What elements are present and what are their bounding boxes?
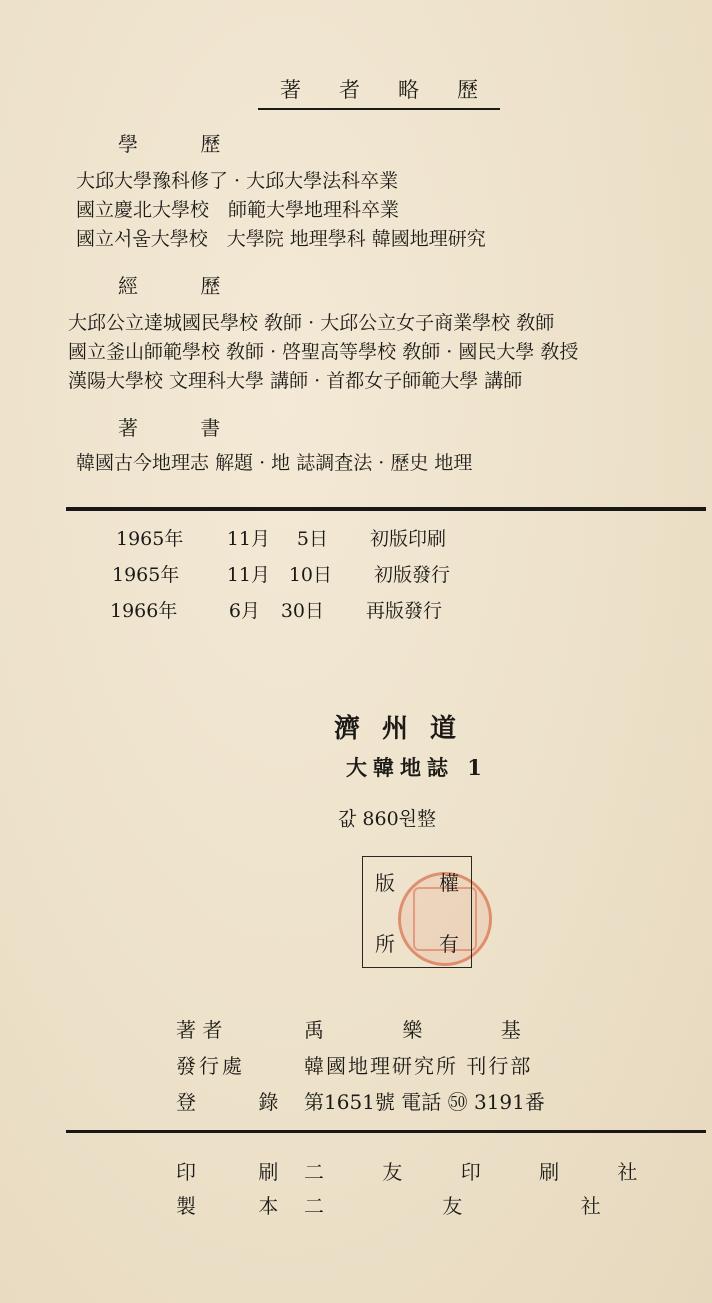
career-line: 大邱公立達城國民學校 敎師 · 大邱公立女子商業學校 敎師 xyxy=(68,312,555,334)
education-line: 大邱大學豫科修了 · 大邱大學法科卒業 xyxy=(76,170,399,192)
date-year: 1966年 xyxy=(110,600,178,622)
registration-info: 第1651號 電話 ㊿ 3191番 xyxy=(304,1090,545,1114)
binder-label: 製 本 xyxy=(176,1194,307,1218)
date-row xyxy=(116,524,446,551)
copyright-char: 所 xyxy=(375,932,395,956)
career-heading: 經 歷 xyxy=(118,274,249,298)
printer-name: 二 友 印 刷 社 xyxy=(304,1160,664,1184)
copyright-char: 有 xyxy=(439,932,459,956)
author-name: 禹 樂 基 xyxy=(304,1018,557,1042)
education-line: 國立서울大學校 大學院 地理學科 韓國地理研究 xyxy=(76,228,486,250)
date-year: 1965年 xyxy=(116,528,184,550)
book-price: 값 860원整 xyxy=(338,808,437,830)
header-char: 歷 xyxy=(457,78,478,102)
imprint-label xyxy=(176,1014,272,1043)
career-line: 國立釜山師範學校 敎師 · 啓聖高等學校 敎師 · 國民大學 敎授 xyxy=(68,341,579,363)
education-heading: 學 歷 xyxy=(118,132,249,156)
date-event: 初版發行 xyxy=(374,564,451,586)
book-title: 濟州道 xyxy=(334,714,479,744)
header-char: 著 xyxy=(280,78,301,102)
date-day: 30日 xyxy=(280,600,324,622)
divider-rule xyxy=(66,507,706,511)
date-day: 10日 xyxy=(288,564,332,586)
date-row xyxy=(110,596,442,623)
binder-name: 二 友 社 xyxy=(304,1194,657,1218)
imprint-label: 發行處 xyxy=(176,1054,245,1078)
imprint-label: 登 錄 xyxy=(176,1090,307,1114)
date-month: 11月 xyxy=(226,564,270,586)
date-event: 再版發行 xyxy=(366,600,443,622)
copyright-char: 權 xyxy=(439,871,459,895)
divider-rule xyxy=(66,1130,706,1133)
date-year: 1965年 xyxy=(112,564,180,586)
works-heading: 著 書 xyxy=(118,416,249,440)
works-line: 韓國古今地理志 解題 · 地 誌調査法 · 歷史 地理 xyxy=(76,452,473,474)
header-char: 者 xyxy=(339,78,360,102)
copyright-char: 版 xyxy=(375,871,395,895)
career-line: 漢陽大學校 文理科大學 講師 · 首都女子師範大學 講師 xyxy=(68,370,523,392)
education-line: 國立慶北大學校 師範大學地理科卒業 xyxy=(76,199,400,221)
date-day: 5日 xyxy=(296,528,328,550)
copyright-box xyxy=(362,856,472,968)
date-month: 11月 xyxy=(226,528,270,550)
date-row xyxy=(112,560,450,587)
header-char: 略 xyxy=(398,78,419,102)
date-event: 初版印刷 xyxy=(370,528,447,550)
author-bio-header xyxy=(258,74,500,110)
date-month: 6月 xyxy=(228,600,260,622)
publisher-name: 韓國地理研究所 刊行部 xyxy=(304,1054,533,1078)
label-text: 著 者 xyxy=(176,1018,223,1042)
book-series: 大韓地誌 1 xyxy=(346,755,488,780)
printer-label: 印 刷 xyxy=(176,1160,307,1184)
